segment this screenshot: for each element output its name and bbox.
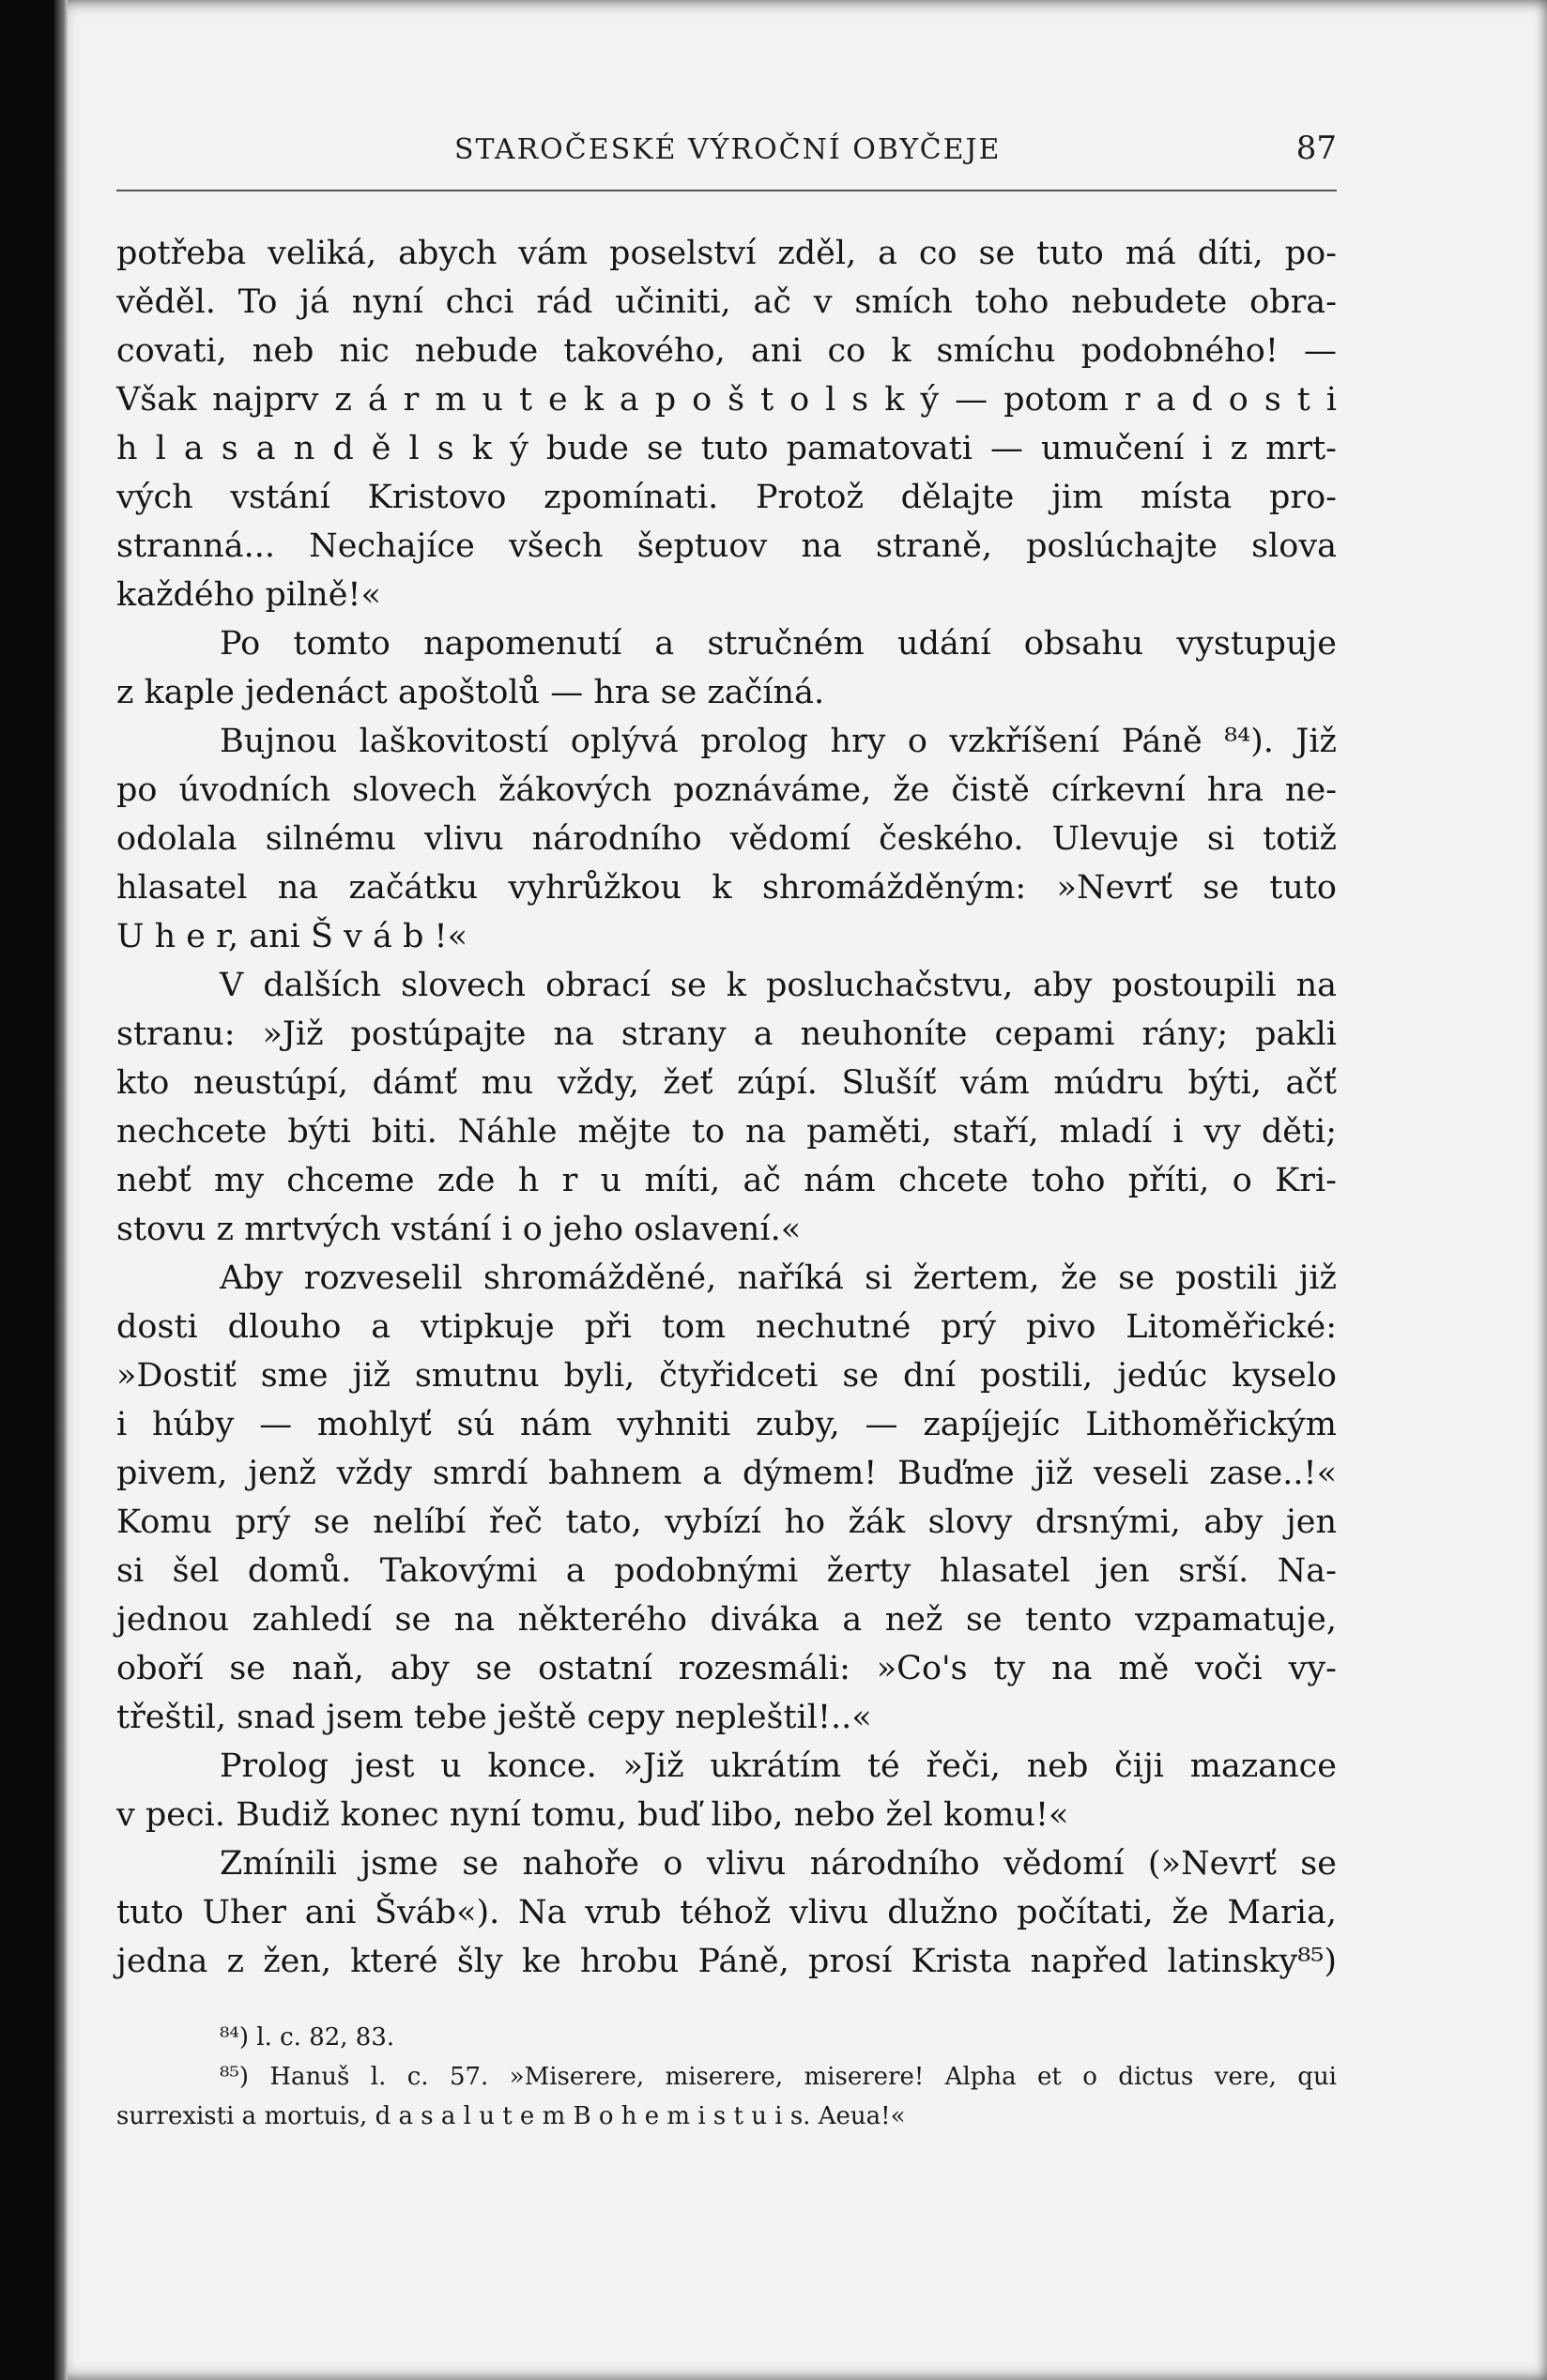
footnote-line: ⁸⁴) l. c. 82, 83. xyxy=(220,2023,395,2052)
text-line: stranná... Nechajíce všech šeptuov na straně, poslúchajte slova xyxy=(116,527,1337,565)
text-line: Bujnou laškovitostí oplývá prolog hry o vzkříšení Páně ⁸⁴). Již xyxy=(220,723,1337,760)
text-line: covati, neb nic nebude takového, ani co k smíchu podobného! — xyxy=(116,332,1337,370)
footnote-line: surrexisti a mortuis, d a s a l u t e m B o h e m i s t u i s. Aeua!« xyxy=(116,2102,906,2130)
page-number: 87 xyxy=(1295,130,1337,167)
text-line: věděl. To já nyní chci rád učiniti, ač v smích toho nebudete obra- xyxy=(116,283,1337,321)
text-line: stovu z mrtvých vstání i o jeho oslavení.« xyxy=(116,1211,802,1248)
text-line: Prolog jest u konce. »Již ukrátím té řeči, neb čiji mazance xyxy=(220,1747,1337,1785)
text-line: pivem, jenž vždy smrdí bahnem a dýmem! Buďme již veseli zase..!« xyxy=(116,1455,1337,1492)
body-text xyxy=(116,229,1337,1986)
page-edge xyxy=(54,0,68,2380)
text-line: v peci. Budiž konec nyní tomu, buď libo, nebo žel komu!« xyxy=(116,1796,1069,1834)
text-line: z kaple jedenáct apoštolů — hra se začíná. xyxy=(116,674,825,711)
text-line: i húby — mohlyť sú nám vyhniti zuby, — zapíjejíc Lithoměřickým xyxy=(116,1406,1337,1443)
footnote-line: ⁸⁵) Hanuš l. c. 57. »Miserere, miserere, miserere! Alpha et o dictus vere, qui xyxy=(220,2063,1337,2091)
text-line: odolala silnému vlivu národního vědomí českého. Ulevuje si totiž xyxy=(116,820,1337,858)
text-line: nechcete býti biti. Náhle mějte to na paměti, staří, mladí i vy děti; xyxy=(116,1113,1337,1151)
text-line: U h e r, ani Š v á b !« xyxy=(116,918,467,955)
text-line: dosti dlouho a vtipkuje při tom nechutné prý pivo Litoměřické: xyxy=(116,1308,1337,1346)
text-line: třeštil, snad jsem tebe ještě cepy nepleštil!..« xyxy=(116,1699,872,1736)
text-line: »Dostiť sme již smutnu byli, čtyřidceti se dní postili, jedúc kyselo xyxy=(116,1357,1337,1395)
running-head: STAROČESKÉ VÝROČNÍ OBYČEJE xyxy=(454,133,1002,166)
text-line: kto neustúpí, dámť mu vždy, žeť zúpí. Slušíť vám múdru býti, ačť xyxy=(116,1064,1337,1102)
text-line: tuto Uher ani Šváb«). Na vrub téhož vlivu dlužno počítati, že Maria, xyxy=(116,1894,1337,1931)
text-line: vých vstání Kristovo zpomínati. Protož dělajte jim místa pro- xyxy=(116,479,1337,516)
footnotes xyxy=(116,2018,1337,2136)
text-line: jedna z žen, které šly ke hrobu Páně, prosí Krista napřed latinsky⁸⁵) xyxy=(116,1943,1337,1980)
text-line: každého pilně!« xyxy=(116,576,381,614)
text-line: jednou zahledí se na některého diváka a než se tento vzpamatuje, xyxy=(116,1601,1337,1639)
text-line: hlasatel na začátku vyhrůžkou k shromážděným: »Nevrť se tuto xyxy=(116,869,1337,907)
text-line: oboří se naň, aby se ostatní rozesmáli: »Co's ty na mě voči vy- xyxy=(116,1650,1337,1687)
text-line: stranu: »Již postúpajte na strany a neuhoníte cepami rány; pakli xyxy=(116,1015,1337,1053)
text-line: nebť my chceme zde h r u míti, ač nám chcete toho příti, o Kri- xyxy=(116,1162,1337,1199)
text-line: potřeba veliká, abych vám poselství zděl, a co se tuto má díti, po- xyxy=(116,235,1337,272)
page-header xyxy=(116,130,1337,176)
text-line: Po tomto napomenutí a stručném udání obsahu vystupuje xyxy=(220,625,1337,663)
text-line: Aby rozveselil shromážděné, naříká si žertem, že se postili již xyxy=(220,1259,1337,1297)
text-line: po úvodních slovech žákových poznáváme, že čistě církevní hra ne- xyxy=(116,771,1337,809)
text-line: Však najprv z á r m u t e k a p o š t o l s k ý — potom r a d o s t i xyxy=(116,381,1337,419)
text-line: Zmínili jsme se nahoře o vlivu národního vědomí (»Nevrť se xyxy=(220,1845,1337,1883)
header-rule xyxy=(116,190,1337,191)
text-line: h l a s a n d ě l s k ý bude se tuto pamatovati — umučení i z mrt- xyxy=(116,430,1337,467)
text-line: V dalších slovech obrací se k posluchačstvu, aby postoupili na xyxy=(220,967,1337,1004)
text-line: si šel domů. Takovými a podobnými žerty hlasatel jen srší. Na- xyxy=(116,1552,1337,1590)
text-line: Komu prý se nelíbí řeč tato, vybízí ho žák slovy drsnými, aby jen xyxy=(116,1503,1337,1541)
